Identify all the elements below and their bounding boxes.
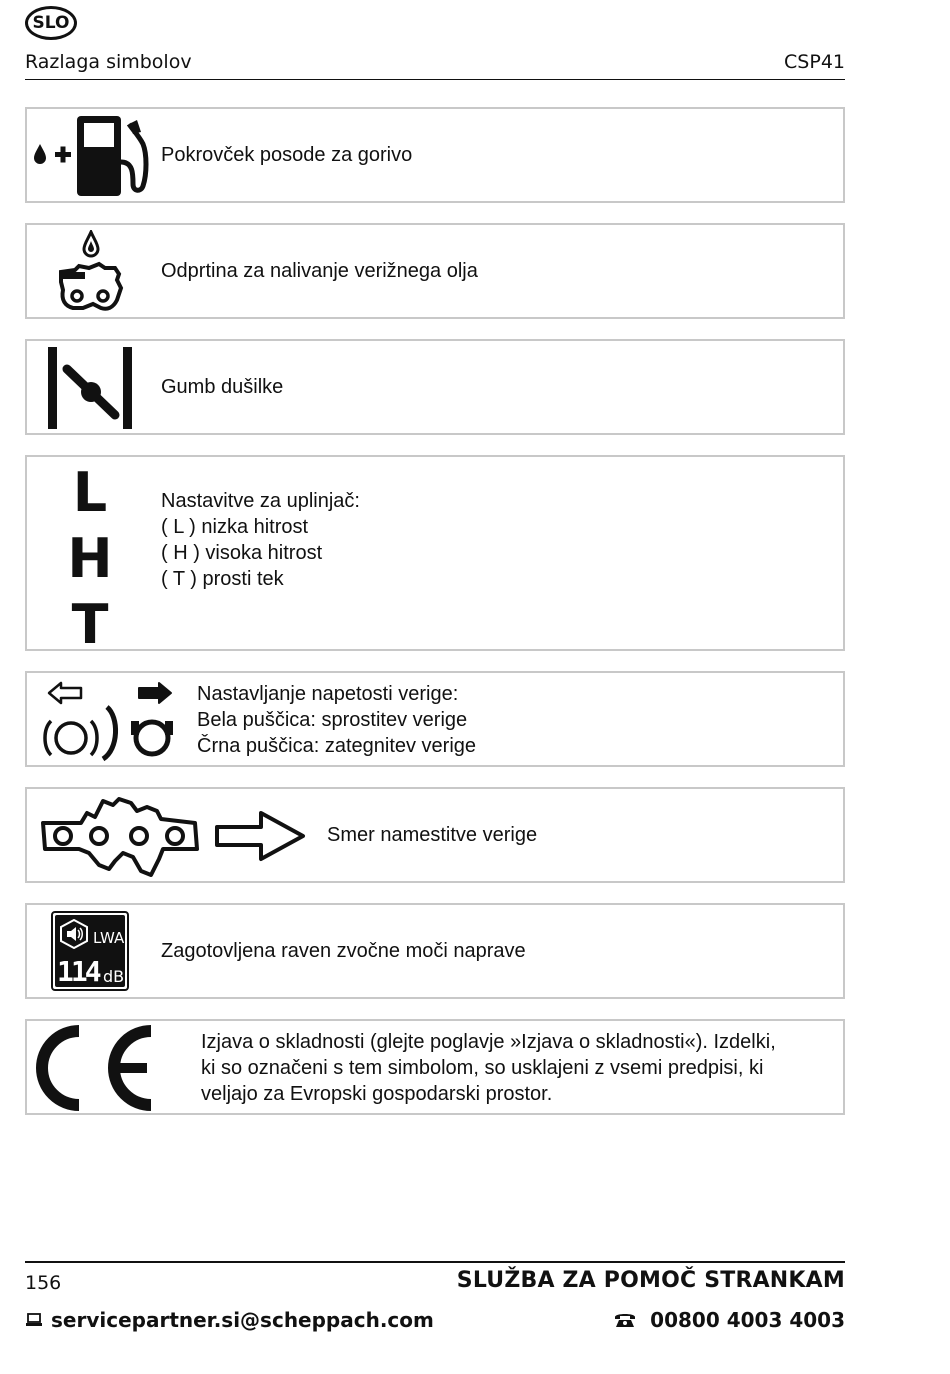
symbol-text-carburetor <box>161 488 360 592</box>
chain-tension-icon <box>39 677 179 763</box>
symbol-line: ( T ) prosti tek <box>161 568 284 590</box>
fuel-cap-icon <box>29 114 153 198</box>
symbol-row-chain-direction <box>25 787 845 883</box>
symbol-row-sound-power <box>25 903 845 999</box>
symbol-line: Bela puščica: sprostitev verige <box>197 709 468 731</box>
symbol-line: Črna puščica: zategnitev verige <box>197 735 477 757</box>
symbol-text-fuel <box>161 142 412 168</box>
page-number: 156 <box>25 1272 62 1294</box>
symbol-line: Smer namestitve verige <box>327 824 538 846</box>
symbol-line: veljajo za Evropski gospodarski prostor. <box>201 1083 553 1105</box>
footer-phone[interactable] <box>614 1308 845 1332</box>
letter-l-icon: L <box>72 461 108 524</box>
symbol-line: Pokrovček posode za gorivo <box>161 144 413 166</box>
email-address[interactable]: servicepartner.si@scheppach.com <box>51 1308 434 1332</box>
symbol-line: Odprtina za nalivanje verižnega olja <box>161 260 478 282</box>
footer-divider <box>25 1261 845 1263</box>
symbol-text-choke <box>161 374 283 400</box>
section-title: Razlaga simbolov <box>25 51 192 73</box>
symbol-line: ( H ) visoka hitrost <box>161 542 323 564</box>
language-badge <box>25 6 77 40</box>
sound-power-value: 114 <box>57 955 99 988</box>
symbol-text-sound-power <box>161 938 526 964</box>
symbol-row-chain-oil <box>25 223 845 319</box>
speaker-icon <box>59 919 89 949</box>
symbol-row-carburetor <box>25 455 845 656</box>
chain-oil-filler-icon <box>55 230 125 314</box>
symbol-text-ce <box>201 1029 776 1107</box>
symbol-line: ( L ) nizka hitrost <box>161 516 309 538</box>
header-divider <box>25 79 845 80</box>
symbol-text-chain-direction <box>327 822 537 848</box>
sound-power-icon <box>51 911 129 991</box>
sound-power-label: LWA <box>93 929 125 947</box>
language-badge-label: SLO <box>32 13 70 33</box>
customer-service-title: SLUŽBA ZA POMOČ STRANKAM <box>456 1268 845 1293</box>
letter-t-icon: T <box>71 593 109 656</box>
symbol-line: ki so označeni s tem simbolom, so usklajeni z vsemi predpisi, ki <box>201 1057 764 1079</box>
symbol-line: Nastavljanje napetosti verige: <box>197 683 459 705</box>
symbol-line: Zagotovljena raven zvočne moči naprave <box>161 940 526 962</box>
chain-direction-icon <box>39 793 309 879</box>
symbol-row-chain-tension <box>25 671 845 767</box>
symbol-text-chain-oil <box>161 258 478 284</box>
letter-h-icon: H <box>67 527 113 590</box>
symbol-row-fuel <box>25 107 845 203</box>
ce-mark-icon <box>33 1025 157 1111</box>
laptop-icon <box>25 1312 43 1328</box>
telephone-icon <box>614 1311 636 1329</box>
symbol-line: Izjava o skladnosti (glejte poglavje »Izjava o skladnosti«). Izdelki, <box>201 1031 776 1053</box>
carburetor-lht-icon <box>55 459 125 659</box>
symbol-text-chain-tension <box>197 681 476 759</box>
choke-icon <box>45 345 137 431</box>
symbol-row-ce <box>25 1019 845 1115</box>
footer-email[interactable] <box>25 1308 434 1332</box>
symbol-line: Gumb dušilke <box>161 376 284 398</box>
model-name: CSP41 <box>784 51 845 73</box>
symbol-row-choke <box>25 339 845 435</box>
symbol-line: Nastavitve za uplinjač: <box>161 490 360 512</box>
phone-number[interactable]: 00800 4003 4003 <box>650 1308 845 1332</box>
sound-power-unit: dB <box>103 967 125 986</box>
